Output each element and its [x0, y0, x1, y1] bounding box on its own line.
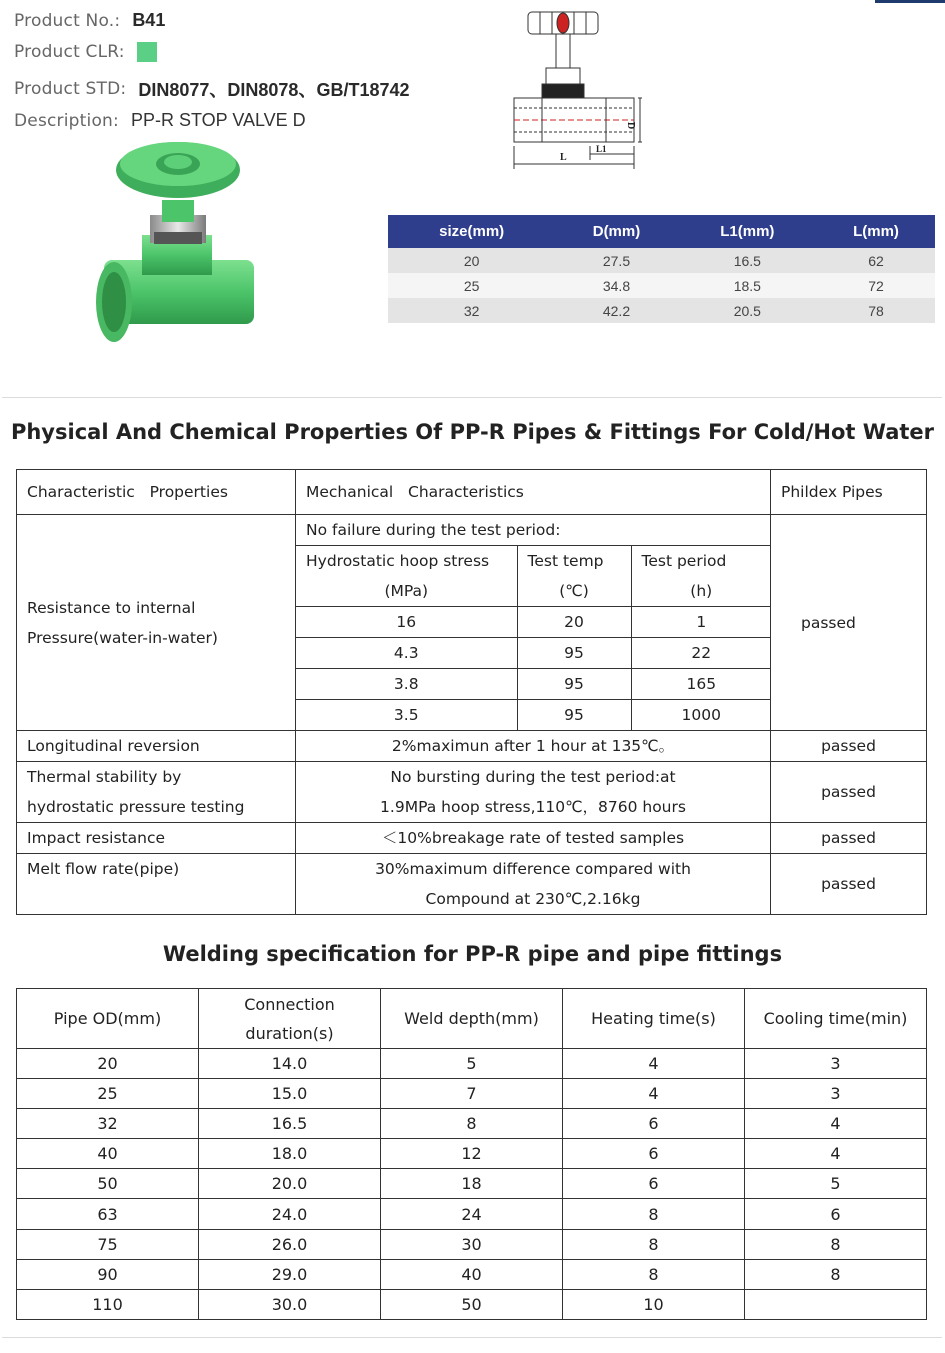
weld-header-duration-line2: duration(s) — [245, 1023, 334, 1043]
temp-header-line2: (℃) — [559, 582, 589, 600]
longitudinal-row — [17, 731, 927, 762]
table-row — [17, 1049, 927, 1079]
bottom-divider — [2, 1337, 942, 1338]
table-cell: 26.0 — [199, 1229, 381, 1259]
table-cell: 16.5 — [199, 1109, 381, 1139]
table-cell — [745, 1289, 927, 1319]
table-cell: 8 — [745, 1229, 927, 1259]
impact-name: Impact resistance — [17, 823, 296, 854]
melt-name: Melt flow rate(pipe) — [17, 854, 296, 915]
weld-header-depth: Weld depth(mm) — [381, 989, 563, 1049]
thermal-name — [17, 762, 296, 823]
table-cell: 15.0 — [199, 1079, 381, 1109]
table-cell: 20 — [17, 1049, 199, 1079]
table-cell: 8 — [745, 1259, 927, 1289]
table-cell: 75 — [17, 1229, 199, 1259]
table-row — [17, 1139, 927, 1169]
table-cell: 18.0 — [199, 1139, 381, 1169]
pressure-subtable — [296, 515, 771, 730]
product-std-label: Product STD: — [14, 79, 127, 99]
table-cell: 8 — [563, 1259, 745, 1289]
table-cell: 16.5 — [678, 248, 817, 273]
table-cell: 4 — [563, 1049, 745, 1079]
product-no-row — [14, 10, 165, 31]
table-cell: 8 — [381, 1109, 563, 1139]
welding-title: Welding specification for PP-R pipe and pipe fittings — [162, 942, 783, 966]
thermal-desc-line1: No bursting during the test period:at — [390, 768, 676, 786]
properties-title: Physical And Chemical Properties Of PP-R Pipes & Fittings For Cold/Hot Water — [10, 420, 935, 444]
table-cell: 40 — [381, 1259, 563, 1289]
table-cell: 1000 — [631, 700, 771, 731]
table-cell: 3.5 — [296, 700, 517, 731]
table-cell: 27.5 — [555, 248, 677, 273]
table-row — [17, 1199, 927, 1229]
table-cell: 25 — [388, 273, 555, 298]
size-header-l: L(mm) — [817, 215, 935, 248]
product-desc-value: PP-R STOP VALVE D — [130, 110, 306, 130]
welding-table — [16, 988, 927, 1320]
welding-table-body — [17, 1049, 927, 1320]
pressure-row — [17, 515, 927, 731]
table-cell: 4 — [563, 1079, 745, 1109]
table-cell: 30.0 — [199, 1289, 381, 1319]
product-clr-row — [14, 42, 157, 62]
longitudinal-name: Longitudinal reversion — [17, 731, 296, 762]
table-cell: 24.0 — [199, 1199, 381, 1229]
table-cell: 20.5 — [678, 298, 817, 323]
table-row — [296, 669, 771, 700]
product-color-swatch — [137, 42, 157, 62]
product-desc-label: Description: — [14, 110, 119, 131]
stop-valve-product-image — [92, 140, 272, 350]
thermal-name-line2: hydrostatic pressure testing — [27, 798, 245, 816]
product-std-row — [14, 76, 410, 102]
table-cell: 34.8 — [555, 273, 677, 298]
table-cell: 50 — [381, 1289, 563, 1319]
thermal-desc — [296, 762, 771, 823]
table-cell: 63 — [17, 1199, 199, 1229]
prop-header-mechanical: Mechanical Characteristics — [296, 470, 771, 515]
table-cell: 62 — [817, 248, 935, 273]
product-desc-row — [14, 110, 306, 131]
table-cell: 3 — [745, 1079, 927, 1109]
table-row — [17, 1079, 927, 1109]
prop-header-phildex: Phildex Pipes — [771, 470, 927, 515]
product-no-label: Product No.: — [14, 10, 121, 31]
prop-header-characteristic: Characteristic Properties — [17, 470, 296, 515]
table-row — [17, 1259, 927, 1289]
impact-result: passed — [771, 823, 927, 854]
table-cell: 3.8 — [296, 669, 517, 700]
top-corner-bar — [875, 0, 945, 3]
table-cell: 18.5 — [678, 273, 817, 298]
table-row — [17, 1169, 927, 1199]
stress-header-line2: (MPa) — [384, 582, 429, 600]
table-cell: 20 — [388, 248, 555, 273]
table-cell: 90 — [17, 1259, 199, 1289]
table-cell: 20.0 — [199, 1169, 381, 1199]
melt-desc — [296, 854, 771, 915]
drawing-label-L: L — [560, 152, 567, 163]
weld-header-duration — [199, 989, 381, 1049]
pressure-details — [296, 515, 771, 731]
period-header-line2: (h) — [690, 582, 713, 600]
thermal-name-line1: Thermal stability by — [27, 768, 182, 786]
impact-desc: ＜10%breakage rate of tested samples — [296, 823, 771, 854]
pressure-subheader-period — [631, 546, 771, 607]
thermal-result: passed — [771, 762, 927, 823]
table-cell: 6 — [563, 1169, 745, 1199]
table-row — [17, 1229, 927, 1259]
table-cell: 165 — [631, 669, 771, 700]
table-cell: 4.3 — [296, 638, 517, 669]
weld-header-od: Pipe OD(mm) — [17, 989, 199, 1049]
thermal-desc-line2: 1.9MPa hoop stress,110℃，8760 hours — [380, 798, 686, 816]
table-cell: 29.0 — [199, 1259, 381, 1289]
table-row — [296, 607, 771, 638]
table-cell: 12 — [381, 1139, 563, 1169]
table-cell: 24 — [381, 1199, 563, 1229]
longitudinal-desc: 2%maximun after 1 hour at 135℃。 — [296, 731, 771, 762]
size-table-header-row — [388, 215, 935, 248]
table-cell: 22 — [631, 638, 771, 669]
table-cell: 95 — [517, 638, 631, 669]
pressure-name — [17, 515, 296, 731]
thermal-row — [17, 762, 927, 823]
size-header-l1: L1(mm) — [678, 215, 817, 248]
table-cell: 6 — [745, 1199, 927, 1229]
temp-header-line1: Test temp — [527, 552, 604, 570]
weld-header-heating: Heating time(s) — [563, 989, 745, 1049]
weld-header-cooling: Cooling time(min) — [745, 989, 927, 1049]
table-cell: 40 — [17, 1139, 199, 1169]
table-cell: 4 — [745, 1109, 927, 1139]
table-cell: 5 — [381, 1049, 563, 1079]
table-cell: 72 — [817, 273, 935, 298]
table-cell: 25 — [17, 1079, 199, 1109]
table-row — [296, 700, 771, 731]
pressure-result: passed — [771, 515, 927, 731]
table-cell: 7 — [381, 1079, 563, 1109]
table-cell: 5 — [745, 1169, 927, 1199]
drawing-label-D: D — [625, 122, 636, 130]
pressure-name-line2: Pressure(water-in-water) — [27, 628, 218, 647]
section-divider — [2, 397, 942, 398]
table-cell: 6 — [563, 1139, 745, 1169]
melt-desc-line2: Compound at 230℃,2.16kg — [425, 890, 641, 908]
table-cell: 110 — [17, 1289, 199, 1319]
table-cell: 50 — [17, 1169, 199, 1199]
properties-table — [16, 469, 927, 915]
pressure-intro: No failure during the test period: — [296, 515, 771, 546]
table-cell: 16 — [296, 607, 517, 638]
table-cell: 4 — [745, 1139, 927, 1169]
table-cell: 32 — [388, 298, 555, 323]
drawing-label-L1: L1 — [596, 144, 607, 154]
size-table — [388, 215, 935, 323]
table-cell: 8 — [563, 1229, 745, 1259]
table-row — [388, 273, 935, 298]
table-cell: 3 — [745, 1049, 927, 1079]
table-cell: 6 — [563, 1109, 745, 1139]
table-row — [388, 248, 935, 273]
table-cell: 42.2 — [555, 298, 677, 323]
valve-dimension-drawing — [500, 4, 650, 176]
table-cell: 95 — [517, 700, 631, 731]
table-cell: 14.0 — [199, 1049, 381, 1079]
product-clr-label: Product CLR: — [14, 42, 125, 62]
table-cell: 20 — [517, 607, 631, 638]
melt-result: passed — [771, 854, 927, 915]
melt-desc-line1: 30%maximum difference compared with — [375, 860, 691, 878]
table-row — [17, 1109, 927, 1139]
longitudinal-result: passed — [771, 731, 927, 762]
table-cell: 78 — [817, 298, 935, 323]
melt-row — [17, 854, 927, 915]
stress-header-line1: Hydrostatic hoop stress — [306, 552, 490, 570]
product-no-value: B41 — [132, 10, 166, 30]
table-cell: 18 — [381, 1169, 563, 1199]
pressure-subheader-temp — [517, 546, 631, 607]
table-row — [17, 1289, 927, 1319]
properties-header-row — [17, 470, 927, 515]
pressure-name-line1: Resistance to internal — [27, 598, 196, 617]
table-cell: 32 — [17, 1109, 199, 1139]
size-header-size: size(mm) — [388, 215, 555, 248]
table-cell: 30 — [381, 1229, 563, 1259]
table-cell: 10 — [563, 1289, 745, 1319]
weld-header-duration-line1: Connection — [244, 994, 335, 1014]
table-row — [388, 298, 935, 323]
table-cell: 95 — [517, 669, 631, 700]
impact-row — [17, 823, 927, 854]
welding-header-row — [17, 989, 927, 1049]
product-std-value: DIN8077、DIN8078、GB/T18742 — [138, 80, 410, 100]
table-cell: 8 — [563, 1199, 745, 1229]
size-header-d: D(mm) — [555, 215, 677, 248]
period-header-line1: Test period — [641, 552, 727, 570]
table-row — [296, 638, 771, 669]
table-cell: 1 — [631, 607, 771, 638]
pressure-subheader-stress — [296, 546, 517, 607]
